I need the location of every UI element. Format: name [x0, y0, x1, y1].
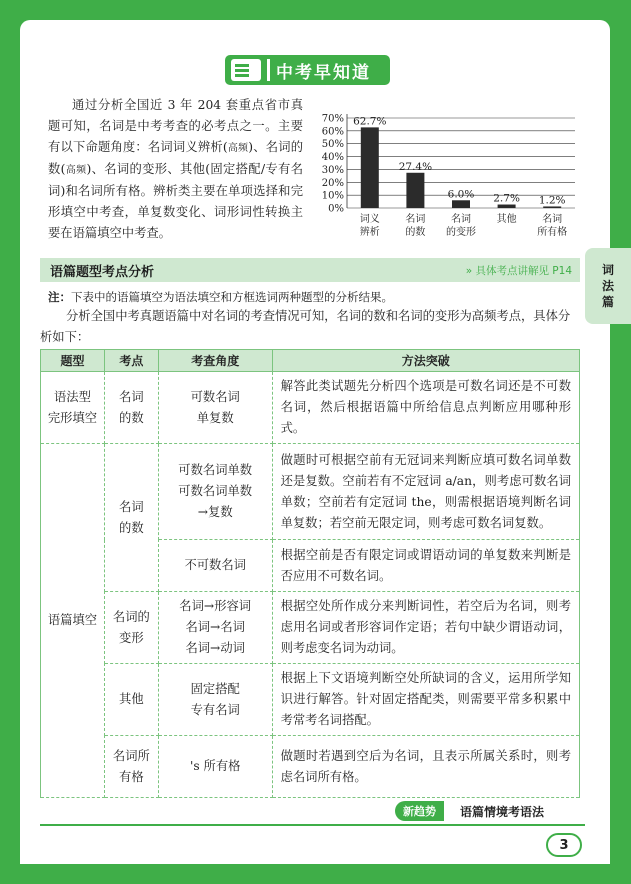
- analysis-table: [40, 349, 580, 798]
- category-label: 名词: [542, 214, 563, 225]
- angle-cell: 不可数名词: [158, 540, 272, 592]
- category-label: 词义: [359, 214, 380, 225]
- table-row: [41, 664, 580, 736]
- table-header: 考查角度: [158, 350, 272, 372]
- table-header: 题型: [41, 350, 105, 372]
- category-label: 辨析: [359, 227, 380, 238]
- footer-bar: [395, 800, 585, 822]
- bar: [543, 206, 561, 208]
- method-cell: 根据上下文语境判断空处所缺词的含义，运用所学知识进行解答。针对固定搭配类，则需要平常多积累中考常考名词搭配。: [272, 664, 579, 736]
- intro-paragraph: 通过分析全国近 3 年 204 套重点省市真题可知，名词是中考考查的必考点之一。主要有以下命题角度：名词词义辨析(高频)、名词的数(高频)、名词的变形、其他(固定搭配/专有名词)和名词所有格。辨析类主要在单项选择和完形填空中考查，单复数变化、词形词性转换主要在语篇填空中考查。: [48, 98, 303, 240]
- category-label: 的数: [405, 227, 426, 238]
- angle-cell: 's 所有格: [158, 736, 272, 798]
- note-label: 注：: [48, 290, 71, 304]
- trend-text: 语篇情境考语法: [460, 804, 545, 819]
- table-header: 考点: [104, 350, 158, 372]
- point-cell: 名词 的数: [104, 372, 158, 444]
- section-link[interactable]: » 具体考点讲解见 P14: [465, 264, 572, 277]
- note: [48, 287, 578, 307]
- table-row: [41, 372, 580, 444]
- data-label: 1.2%: [538, 194, 566, 207]
- side-tab-char: 词: [601, 263, 614, 277]
- method-cell: 做题时可根据空前有无冠词来判断应填可数名词单数还是复数。空前若有不定冠词 a/an，则考虑可数名词单数；空前若有定冠词 the，则需根据语境判断名词单复数；若空前无限定词，则考虑可数名词复数。: [272, 444, 579, 540]
- bar-chart: [305, 92, 585, 252]
- footer-divider: [40, 824, 585, 826]
- table-row: [41, 736, 580, 798]
- angle-cell: 固定搭配 专有名词: [158, 664, 272, 736]
- analysis-paragraph: 分析全国中考真题语篇中对名词的考查情况可知，名词的数和名词的变形为高频考点，具体分析如下：: [40, 309, 571, 344]
- y-tick-label: 60%: [321, 126, 344, 138]
- note-text: 下表中的语篇填空为语法填空和方框选词两种题型的分析结果。: [71, 290, 393, 304]
- category-label: 名词: [451, 214, 471, 225]
- table-header: 方法突破: [272, 350, 579, 372]
- bar: [406, 173, 424, 208]
- point-cell: 名词的 变形: [104, 592, 158, 664]
- banner-divider: [267, 59, 270, 81]
- page-number: 3: [546, 833, 582, 857]
- side-tab-char: 篇: [601, 295, 614, 309]
- angle-cell: 可数名词 单复数: [158, 372, 272, 444]
- method-cell: 根据空前是否有限定词或谓语动词的单复数来判断是否应用不可数名词。: [272, 540, 579, 592]
- data-label: 2.7%: [493, 192, 520, 205]
- y-tick-label: 50%: [321, 139, 344, 151]
- method-cell: 根据空处所作成分来判断词性，若空后为名词，则考虑用名词或者形容词作定语；若句中缺少谓语动词，则考虑变名词为动词。: [272, 592, 579, 664]
- title-banner: [225, 55, 390, 85]
- method-cell: 解答此类试题先分析四个选项是可数名词还是不可数名词，然后根据语篇中所给信息点判断应用哪种形式。: [272, 372, 579, 444]
- y-tick-label: 0%: [328, 203, 344, 215]
- category-label: 所有格: [537, 227, 568, 238]
- trend-tag: 新趋势: [395, 801, 444, 821]
- y-tick-label: 10%: [321, 190, 344, 202]
- y-tick-label: 30%: [321, 164, 344, 176]
- y-tick-label: 40%: [321, 152, 344, 164]
- data-label: 27.4%: [398, 160, 433, 173]
- y-tick-label: 70%: [321, 113, 344, 125]
- side-tab-char: 法: [601, 279, 614, 293]
- category-label: 名词: [405, 214, 426, 225]
- table-row: [41, 592, 580, 664]
- point-cell: 其他: [104, 664, 158, 736]
- point-cell: 名词所 有格: [104, 736, 158, 798]
- angle-cell: 名词→形容词 名词→名词 名词→动词: [158, 592, 272, 664]
- banner-title: 中考早知道: [276, 62, 371, 83]
- bar: [361, 127, 379, 208]
- method-cell: 做题时若遇到空后为名词，且表示所属关系时，则考虑名词所有格。: [272, 736, 579, 798]
- side-tab[interactable]: [585, 248, 631, 324]
- type-cell: 语法型 完形填空: [41, 372, 105, 444]
- section-header: [40, 258, 580, 282]
- bar: [498, 205, 516, 208]
- book-icon: [231, 59, 261, 81]
- table-row: [41, 444, 580, 540]
- type-cell: 语篇填空: [41, 444, 105, 798]
- category-label: 的变形: [446, 227, 476, 238]
- y-tick-label: 20%: [321, 177, 344, 189]
- category-label: 其他: [496, 214, 517, 225]
- bar: [452, 200, 470, 208]
- point-cell: 名词 的数: [104, 444, 158, 592]
- data-label: 62.7%: [353, 115, 387, 128]
- angle-cell: 可数名词单数 可数名词单数 →复数: [158, 444, 272, 540]
- section-title: 语篇题型考点分析: [50, 264, 155, 280]
- data-label: 6.0%: [447, 188, 475, 201]
